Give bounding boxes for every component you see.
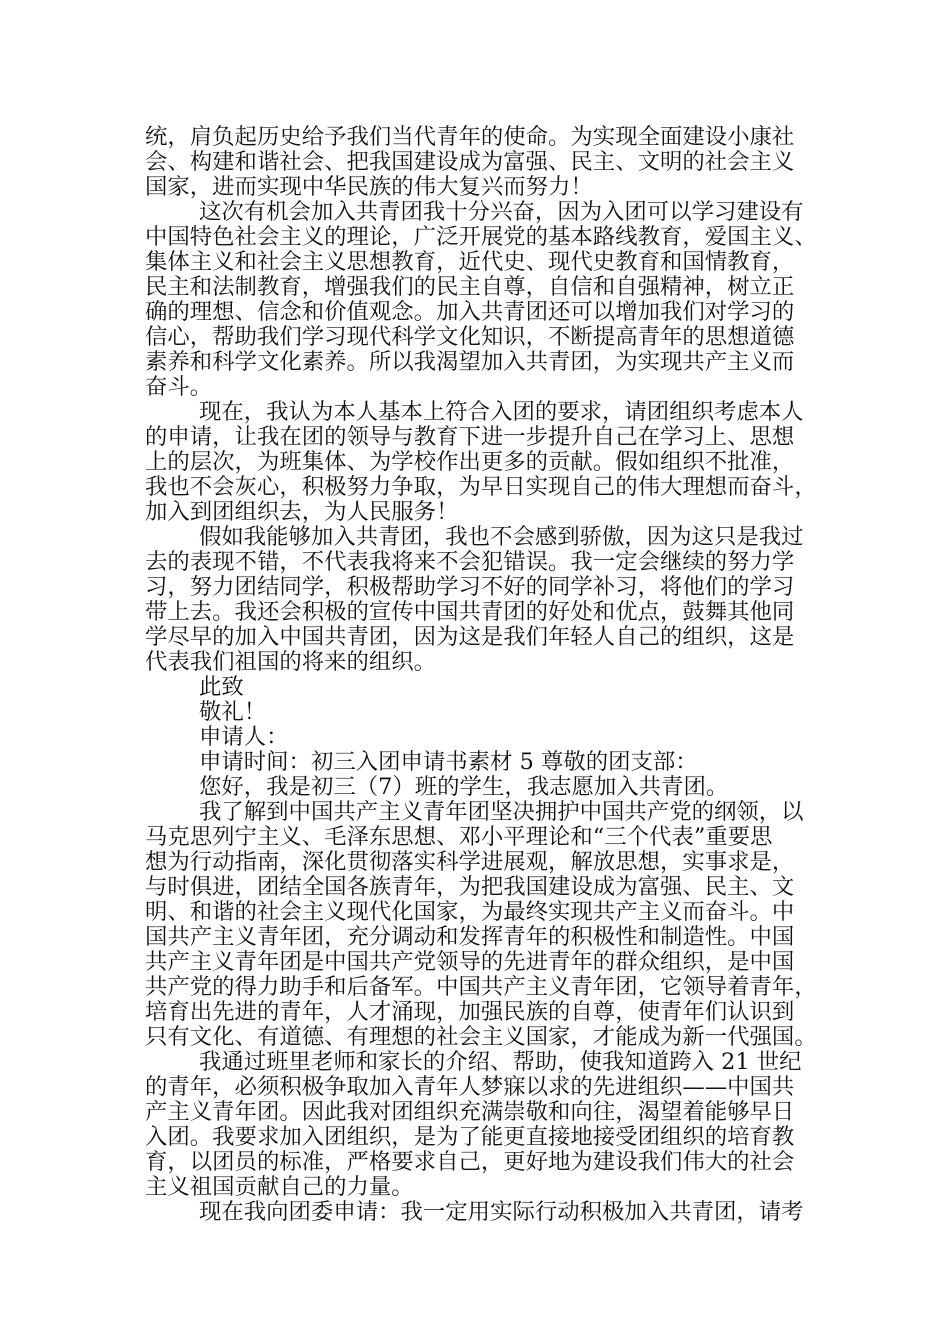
text-line: 去的表现不错，不代表我将来不会犯错误。我一定会继续的努力学 <box>145 549 795 575</box>
text-line: 集体主义和社会主义思想教育，近代史、现代史教育和国情教育， <box>145 249 795 275</box>
text-line: 我也不会灰心，积极努力争取，为早日实现自己的伟大理想而奋斗， <box>145 474 817 500</box>
text-line: 中国特色社会主义的理论，广泛开展党的基本路线教育，爱国主义、 <box>145 224 817 250</box>
text-line: 确的理想、信念和价值观念。加入共青团还可以增加我们对学习的 <box>145 299 795 325</box>
text-line: 共产党的得力助手和后备军。中国共产主义青年团，它领导着青年， <box>145 974 817 1000</box>
text-line: 申请人： <box>199 724 289 750</box>
text-line: 民主和法制教育，增强我们的民主自尊，自信和自强精神，树立正 <box>145 274 795 300</box>
text-line: 申请时间：初三入团申请书素材 5 尊敬的团支部： <box>199 749 698 775</box>
text-line: 国共产主义青年团，充分调动和发挥青年的积极性和制造性。中国 <box>145 924 795 950</box>
text-line: 上的层次，为班集体、为学校作出更多的贡献。假如组织不批准， <box>145 449 795 475</box>
text-line: 主义祖国贡献自己的力量。 <box>145 1174 414 1200</box>
text-line: 我通过班里老师和家长的介绍、帮助，使我知道跨入 21 世纪 <box>199 1049 802 1075</box>
text-line: 带上去。我还会积极的宣传中国共青团的好处和优点，鼓舞其他同 <box>145 599 795 625</box>
text-line: 国家，进而实现中华民族的伟大复兴而努力！ <box>145 174 593 200</box>
text-line: 产主义青年团。因此我对团组织充满崇敬和向往，渴望着能够早日 <box>145 1099 795 1125</box>
text-line: 明、和谐的社会主义现代化国家，为最终实现共产主义而奋斗。中 <box>145 899 795 925</box>
text-line: 会、构建和谐社会、把我国建设成为富强、民主、文明的社会主义 <box>145 149 795 175</box>
text-line: 育，以团员的标准，严格要求自己，更好地为建设我们伟大的社会 <box>145 1149 795 1175</box>
text-line: 学尽早的加入中国共青团，因为这是我们年轻人自己的组织，这是 <box>145 624 795 650</box>
text-line: 共产主义青年团是中国共产党领导的先进青年的群众组织，是中国 <box>145 949 795 975</box>
text-line: 奋斗。 <box>145 374 213 400</box>
text-line: 这次有机会加入共青团我十分兴奋，因为入团可以学习建设有 <box>199 199 804 225</box>
text-line: 只有文化、有道德、有理想的社会主义国家，才能成为新一代强国。 <box>145 1024 817 1050</box>
text-line: 入团。我要求加入团组织，是为了能更直接地接受团组织的培育教 <box>145 1124 795 1150</box>
text-line: 想为行动指南，深化贯彻落实科学进展观，解放思想，实事求是， <box>145 849 795 875</box>
text-line: 您好，我是初三（7）班的学生，我志愿加入共青团。 <box>199 774 729 800</box>
text-line: 信心，帮助我们学习现代科学文化知识，不断提高青年的思想道德 <box>145 324 795 350</box>
text-line: 习，努力团结同学，积极帮助学习不好的同学补习，将他们的学习 <box>145 574 795 600</box>
text-line: 的申请，让我在团的领导与教育下进一步提升自己在学习上、思想 <box>145 424 795 450</box>
text-line: 素养和科学文化素养。所以我渴望加入共青团，为实现共产主义而 <box>145 349 795 375</box>
text-line: 统，肩负起历史给予我们当代青年的使命。为实现全面建设小康社 <box>145 124 795 150</box>
text-line: 现在，我认为本人基本上符合入团的要求，请团组织考虑本人 <box>199 399 804 425</box>
text-line: 的青年，必须积极争取加入青年人梦寐以求的先进组织——中国共 <box>145 1074 795 1100</box>
text-line: 敬礼！ <box>199 699 267 725</box>
text-line: 与时俱进，团结全国各族青年，为把我国建设成为富强、民主、文 <box>145 874 795 900</box>
text-line: 此致 <box>199 674 244 700</box>
text-line: 加入到团组织去，为人民服务！ <box>145 499 459 525</box>
text-line: 代表我们祖国的将来的组织。 <box>145 649 437 675</box>
text-line: 我了解到中国共产主义青年团坚决拥护中国共产党的纲领，以 <box>199 799 804 825</box>
text-line: 培育出先进的青年，人才涌现，加强民族的自尊，使青年们认识到 <box>145 999 795 1025</box>
text-line: 现在我向团委申请：我一定用实际行动积极加入共青团，请考 <box>199 1199 804 1225</box>
text-line: 马克思列宁主义、毛泽东思想、邓小平理论和“三个代表”重要思 <box>145 824 773 850</box>
text-line: 假如我能够加入共青团，我也不会感到骄傲，因为这只是我过 <box>199 524 804 550</box>
